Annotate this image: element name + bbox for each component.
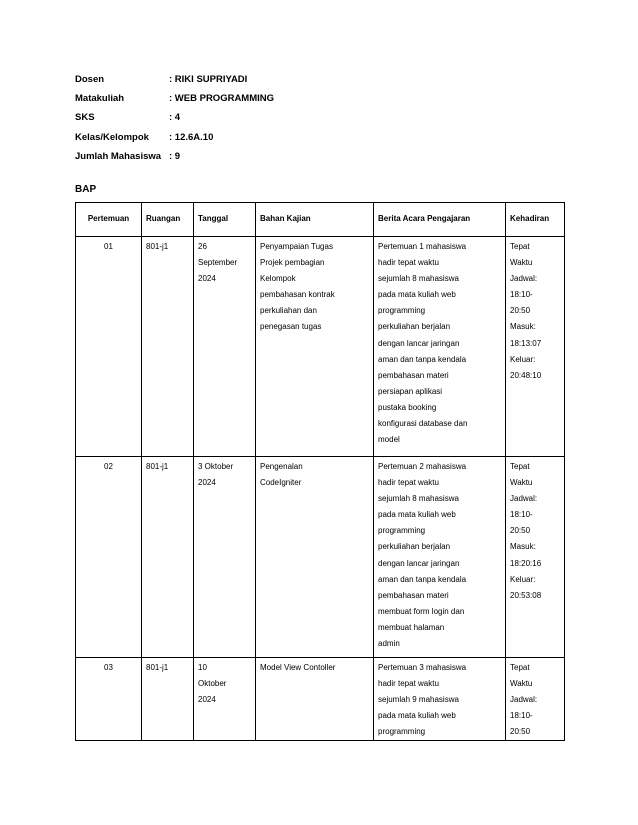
cell-pertemuan: 02 [76, 457, 142, 658]
cell-kehadiran: Tepat Waktu Jadwal: 18:10- 20:50 Masuk: 18:20:16 Keluar: 20:53:08 [506, 457, 565, 658]
info-value: : 4 [169, 112, 181, 124]
cell-tanggal: 26 September 2024 [194, 237, 256, 457]
info-label: SKS [75, 112, 95, 124]
info-value: : RIKI SUPRIYADI [169, 74, 248, 85]
cell-berita-acara: Pertemuan 2 mahasiswa hadir tepat waktu sejumlah 8 mahasiswa pada mata kuliah web programming perkuliahan berjalan dengan lancar jaringan aman dan tanpa kendala pembahasan materi membuat form login dan membuat halaman admin [374, 457, 506, 658]
cell-pertemuan: 01 [76, 237, 142, 457]
info-value: : 12.6A.10 [169, 131, 214, 143]
cell-kehadiran: Tepat Waktu Jadwal: 18:10- 20:50 [506, 658, 565, 741]
table-row [76, 658, 565, 741]
info-value: : 9 [169, 150, 181, 162]
cell-berita-acara: Pertemuan 1 mahasiswa hadir tepat waktu sejumlah 8 mahasiswa pada mata kuliah web programming perkuliahan berjalan dengan lancar jaringan aman dan tanpa kendala pembahasan materi persiapan aplikasi pustaka booking konfigurasi database dan model [374, 237, 506, 457]
column-header: Pertemuan [76, 203, 142, 237]
cell-bahan-kajian: Model View Contoller [256, 658, 374, 741]
table-row [76, 457, 565, 658]
cell-bahan-kajian: Pengenalan CodeIgniter [256, 457, 374, 658]
cell-ruangan: 801-j1 [142, 658, 194, 741]
info-value: : WEB PROGRAMMING [169, 93, 275, 105]
info-label: Dosen [75, 74, 105, 85]
cell-tanggal: 3 Oktober 2024 [194, 457, 256, 658]
column-header: Bahan Kajian [256, 203, 374, 237]
cell-ruangan: 801-j1 [142, 457, 194, 658]
info-label: Kelas/Kelompok [75, 131, 149, 143]
cell-ruangan: 801-j1 [142, 237, 194, 457]
section-title: BAP [75, 184, 97, 195]
table-header-row [76, 203, 565, 237]
column-header: Kehadiran [506, 203, 565, 237]
column-header: Tanggal [194, 203, 256, 237]
table-row [76, 237, 565, 457]
info-label: Jumlah Mahasiswa [75, 150, 162, 162]
cell-tanggal: 10 Oktober 2024 [194, 658, 256, 741]
cell-berita-acara: Pertemuan 3 mahasiswa hadir tepat waktu sejumlah 9 mahasiswa pada mata kuliah web programming [374, 658, 506, 741]
column-header: Ruangan [142, 203, 194, 237]
cell-bahan-kajian: Penyampaian Tugas Projek pembagian Kelompok pembahasan kontrak perkuliahan dan penegasan tugas [256, 237, 374, 457]
cell-kehadiran: Tepat Waktu Jadwal: 18:10- 20:50 Masuk: 18:13:07 Keluar: 20:48:10 [506, 237, 565, 457]
column-header: Berita Acara Pengajaran [374, 203, 506, 237]
bap-table [75, 202, 565, 741]
info-label: Matakuliah [75, 93, 125, 105]
cell-pertemuan: 03 [76, 658, 142, 741]
